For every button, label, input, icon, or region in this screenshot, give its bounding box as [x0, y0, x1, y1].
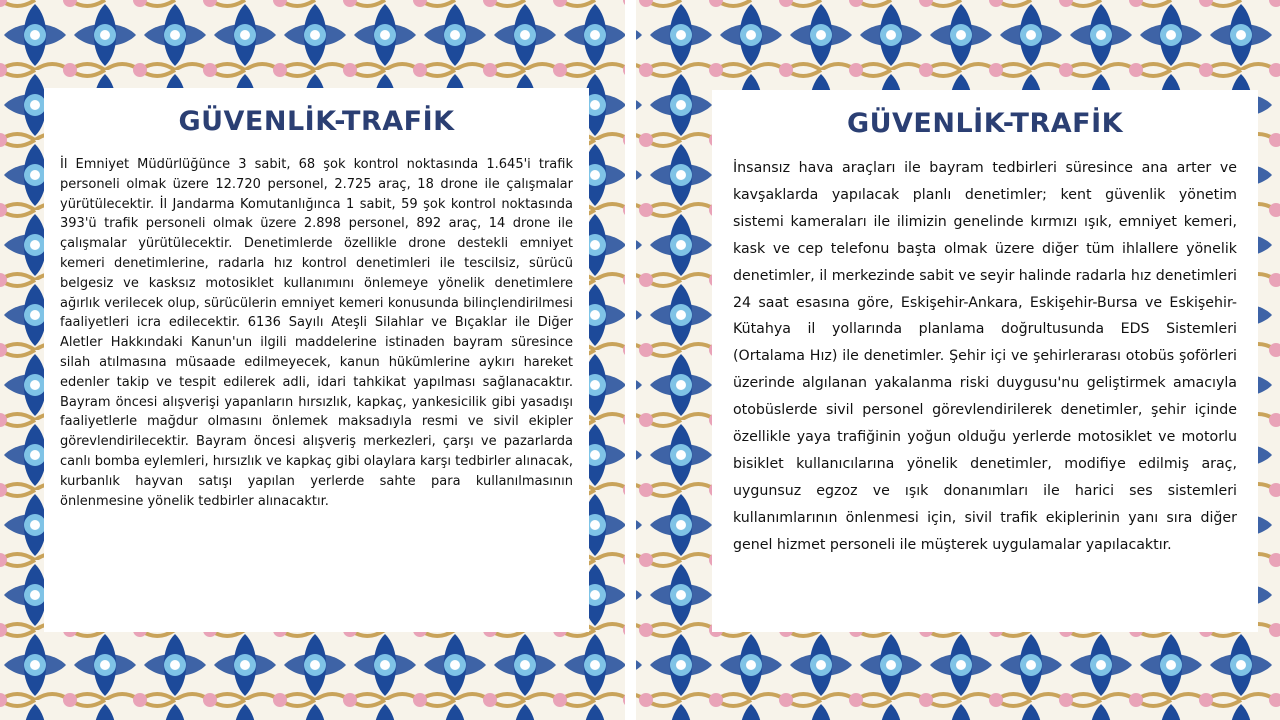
- content-card: [712, 90, 1258, 632]
- slide-left: [0, 0, 625, 720]
- slide-title: GÜVENLİK-TRAFİK: [178, 106, 455, 137]
- slide-body-text: İl Emniyet Müdürlüğünce 3 sabit, 68 şok kontrol noktasında 1.645'i trafik personeli olmak üzere 12.720 personel, 2.725 araç, 18 drone ile çalışmalar yürütülecektir. İl Jandarma Komutanlığınca 1 sabit, 59 şok kontrol noktasında 393'ü trafik personeli olmak üzere 2.898 personel, 892 araç, 14 drone ile çalışmalar yürütülecektir. Denetimlerde özellikle drone destekli emniyet kemeri denetimlerine, radarla hız kontrol denetimleri ile tescilsiz, sürücü belgesiz ve kasksız motosiklet kullanımını önlemeye yönelik denetimlere ağırlık verilecek olup, sürücülerin emniyet kemeri konusunda bilinçlendirilmesi faaliyetleri icra edilecektir. 6136 Sayılı Ateşli Silahlar ve Bıçaklar ile Diğer Aletler Hakkındaki Kanun'un ilgili maddelerine istinaden bayram süresince silah atılmasına müsaade edilmeyecek, kanun hükümlerine aykırı hareket edenler takip ve tespit edilerek adli, idari tahkikat yapılması sağlanacaktır. Bayram öncesi alışverişi yapanların hırsızlık, kapkaç, yankesicilik gibi yasadışı faaliyetlerle mağdur olmasını önlemek maksadıyla resmi ve sivil ekipler görevlendirilecektir. Bayram öncesi alışveriş merkezleri, çarşı ve pazarlarda canlı bomba eylemleri, hırsızlık ve kapkaç gibi olaylara karşı tedbirler alınacak, kurbanlık hayvan satışı yapılan yerlerde sahte para kullanılmasının önlenmesine yönelik tedbirler alınacaktır.: [60, 157, 573, 509]
- slide-right: [636, 0, 1280, 720]
- slide-body-text: İnsansız hava araçları ile bayram tedbirleri süresince ana arter ve kavşaklarda yapılacak planlı denetimler; kent güvenlik yönetim sistemi kameraları ile ilimizin genelinde kırmızı ışık, emniyet kemeri, kask ve cep telefonu başta olmak üzere diğer tüm ihlallere yönelik denetimler, il merkezinde sabit ve seyir halinde radarla hız denetimleri 24 saat esasına göre, Eskişehir-Ankara, Eskişehir-Bursa ve Eskişehir-Kütahya il yollarında planlama doğrultusunda EDS Sistemleri (Ortalama Hız) ile denetimler. Şehir içi ve şehirlerarası otobüs şoförleri üzerinde algılanan yakalanma riski duygusu'nu geliştirmek amacıyla otobüslerde sivil personel görevlendirilerek denetimler, şehir içinde özellikle yaya trafiğinin yoğun olduğu yerlerde motosiklet ve motorlu bisiklet kullanıcılarına yönelik denetimler, modifiye edilmiş araç, uygunsuz egzoz ve ışık donanımları ile harici ses sistemleri kullanımlarının önlenmesi için, sivil trafik ekiplerinin yanı sıra diğer genel hizmet personeli ile müşterek uygulamalar yapılacaktır.: [733, 160, 1237, 553]
- content-card: [44, 88, 589, 632]
- slide-title: GÜVENLİK-TRAFİK: [846, 108, 1124, 139]
